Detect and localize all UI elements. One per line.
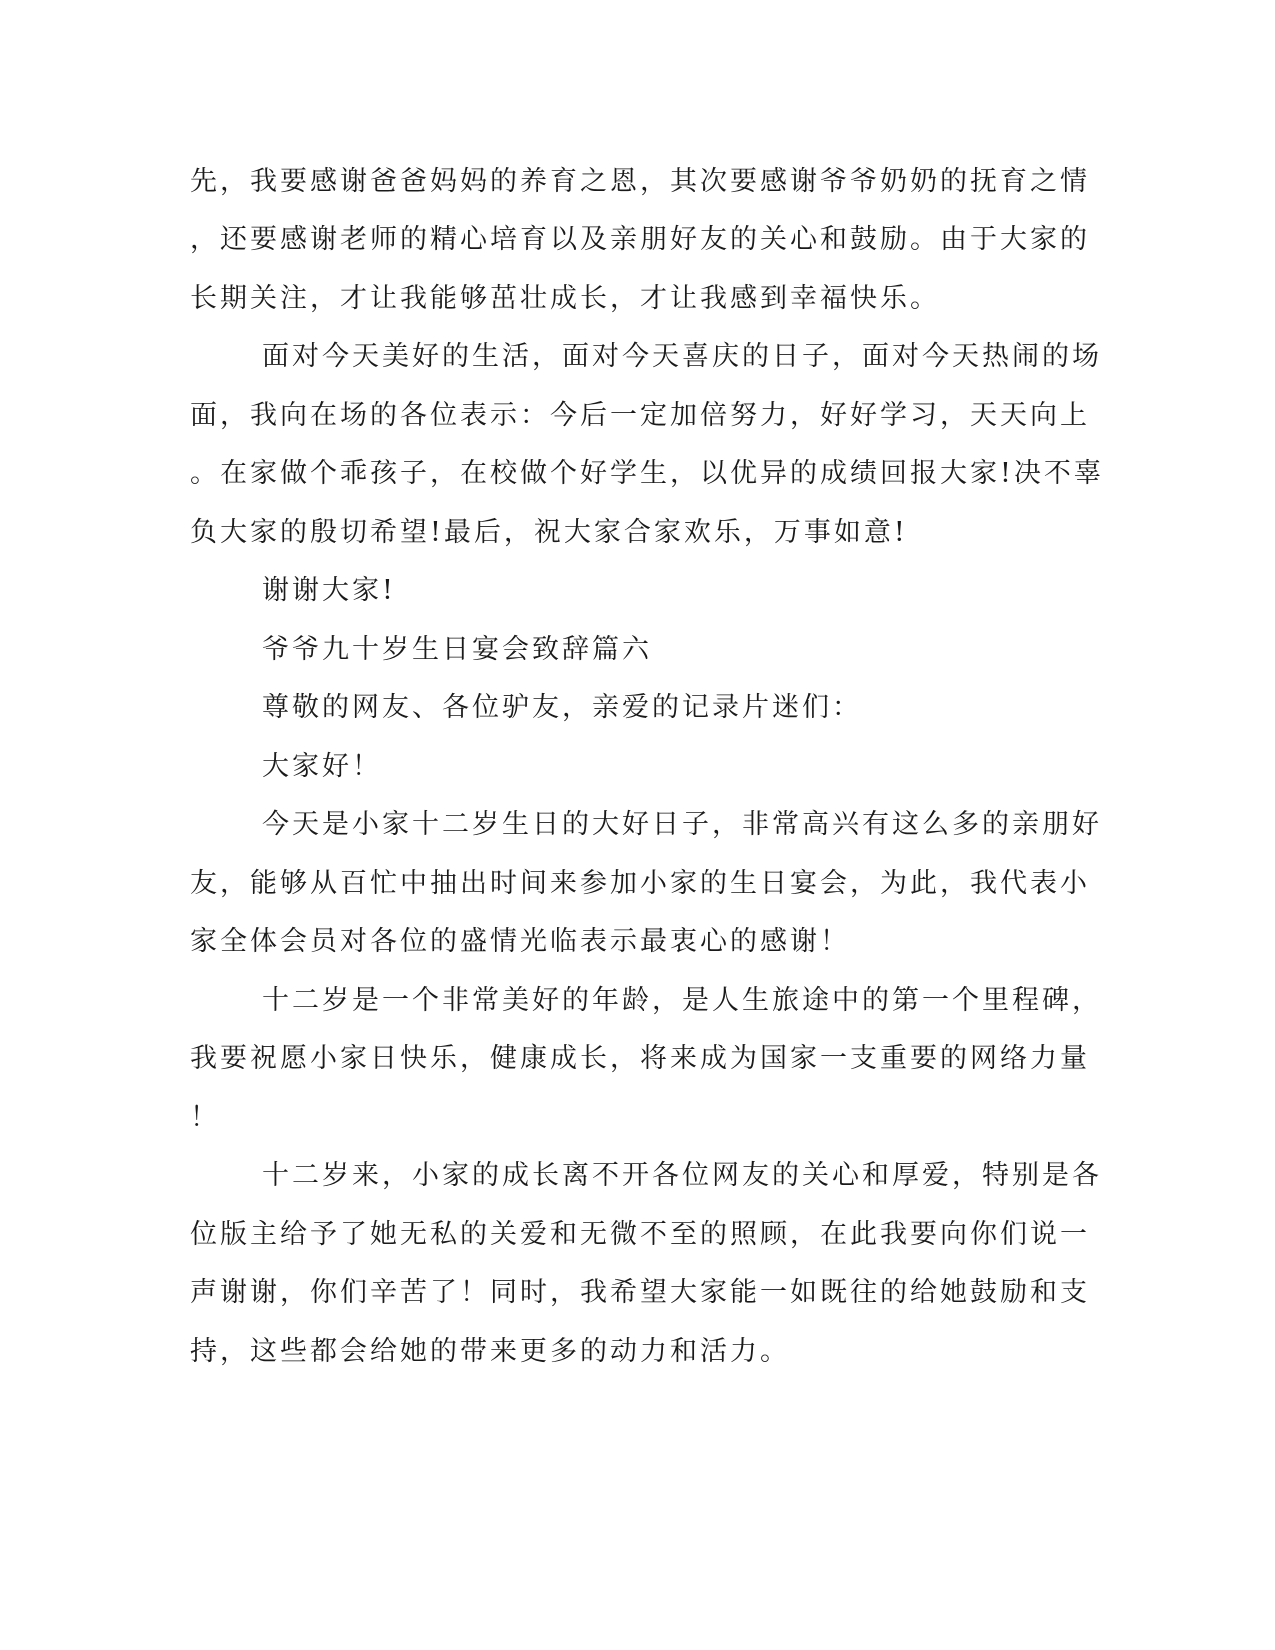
greeting: 大家好！	[262, 751, 382, 782]
text-line: 十二岁是一个非常美好的年龄，是人生旅途中的第一个里程碑，	[262, 985, 1102, 1016]
text-line: 今天是小家十二岁生日的大好日子，非常高兴有这么多的亲朋好	[262, 809, 1102, 840]
section-title: 爷爷九十岁生日宴会致辞篇六	[262, 634, 652, 665]
text-line: 面，我向在场的各位表示：今后一定加倍努力，好好学习，天天向上	[190, 400, 1090, 431]
text-line: ，还要感谢老师的精心培育以及亲朋好友的关心和鼓励。由于大家的	[190, 224, 1090, 255]
text-line: 声谢谢，你们辛苦了！同时，我希望大家能一如既往的给她鼓励和支	[190, 1277, 1090, 1308]
text-line: 谢谢大家!	[262, 575, 396, 606]
text-line: 。在家做个乖孩子，在校做个好学生，以优异的成绩回报大家!决不辜	[190, 458, 1104, 489]
text-line: 友，能够从百忙中抽出时间来参加小家的生日宴会，为此，我代表小	[190, 868, 1090, 899]
text-line: ！	[190, 1102, 220, 1133]
text-line: 面对今天美好的生活，面对今天喜庆的日子，面对今天热闹的场	[262, 341, 1102, 372]
text-line: 先，我要感谢爸爸妈妈的养育之恩，其次要感谢爷爷奶奶的抚育之情	[190, 166, 1090, 197]
text-line: 长期关注，才让我能够茁壮成长，才让我感到幸福快乐。	[190, 283, 940, 314]
text-line: 位版主给予了她无私的关爱和无微不至的照顾，在此我要向你们说一	[190, 1219, 1090, 1250]
text-line: 家全体会员对各位的盛情光临表示最衷心的感谢！	[190, 926, 850, 957]
salutation: 尊敬的网友、各位驴友，亲爱的记录片迷们：	[262, 692, 862, 723]
text-line: 持，这些都会给她的带来更多的动力和活力。	[190, 1336, 790, 1367]
text-line: 十二岁来，小家的成长离不开各位网友的关心和厚爱，特别是各	[262, 1160, 1102, 1191]
text-line: 负大家的殷切希望!最后，祝大家合家欢乐，万事如意!	[190, 517, 908, 548]
text-line: 我要祝愿小家日快乐，健康成长，将来成为国家一支重要的网络力量	[190, 1043, 1090, 1074]
